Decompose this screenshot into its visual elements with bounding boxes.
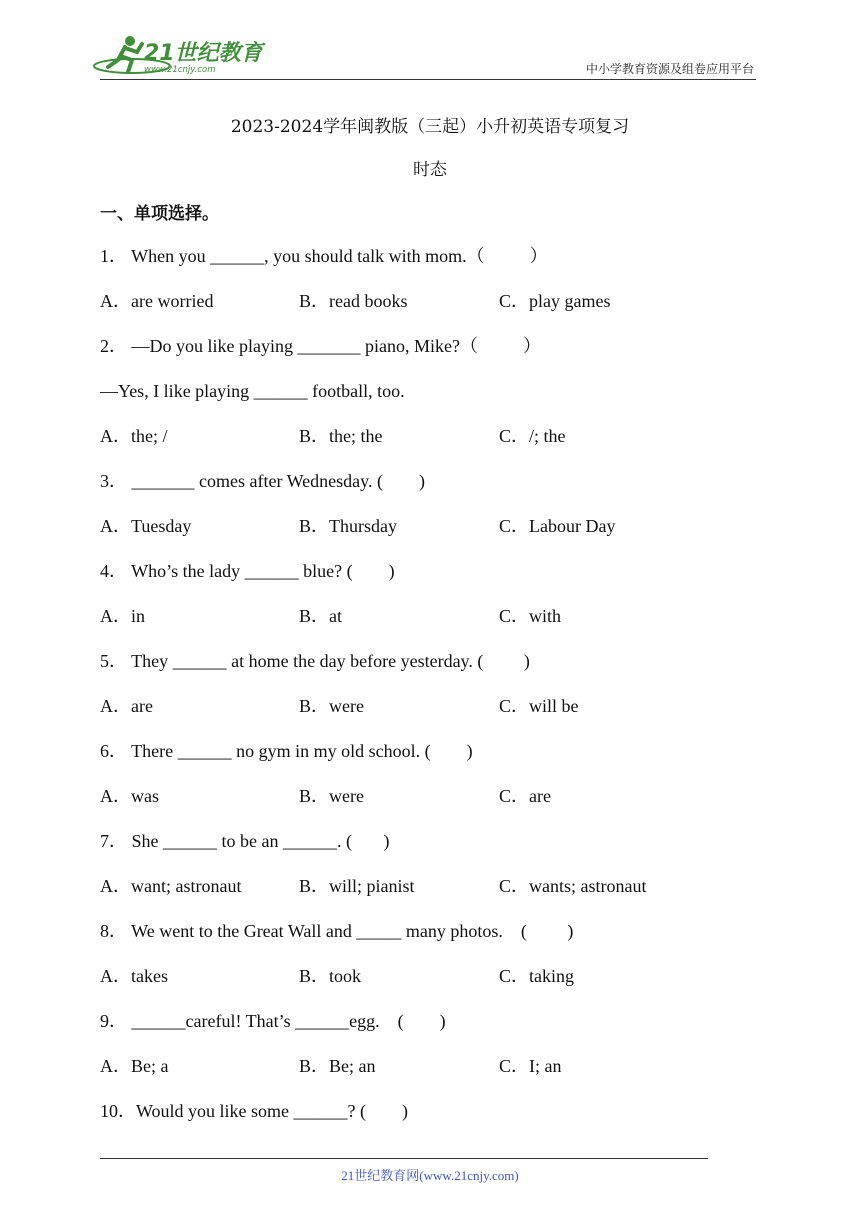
question-10: 10．Would you like some ______? ( ) (100, 1101, 409, 1121)
option-b[interactable]: B．were (299, 696, 364, 716)
option-a[interactable]: A．are worried (100, 291, 214, 311)
option-c[interactable]: C．play games (499, 291, 611, 311)
option-b[interactable]: B．will; pianist (299, 876, 415, 896)
logo-text: 21世纪教育 (144, 41, 263, 66)
platform-label: 中小学教育资源及组卷应用平台 (585, 62, 754, 76)
option-a[interactable]: A．in (100, 606, 145, 626)
footer-link[interactable]: 21世纪教育网(www.21cnjy.com) (341, 1168, 519, 1183)
option-a[interactable]: A．takes (100, 966, 168, 986)
question-1: 1． When you ______, you should talk with mom.（ ） (100, 246, 548, 266)
option-b[interactable]: B．read books (299, 291, 408, 311)
option-c[interactable]: C．are (499, 786, 551, 806)
site-logo[interactable] (92, 34, 272, 80)
option-b[interactable]: B．Be; an (299, 1056, 376, 1076)
option-a[interactable]: A．Tuesday (100, 516, 192, 536)
option-b[interactable]: B．the; the (299, 426, 383, 446)
options-4 (100, 604, 700, 628)
question-2: 2． —Do you like playing _______ piano, Mike?（ ） (100, 336, 541, 356)
option-a[interactable]: A．are (100, 696, 153, 716)
options-3 (100, 514, 700, 538)
option-a[interactable]: A．the; / (100, 426, 168, 446)
question-2-continuation: —Yes, I like playing ______ football, too. (100, 381, 405, 401)
question-3: 3． _______ comes after Wednesday. ( ) (100, 471, 425, 491)
option-b[interactable]: B．at (299, 606, 342, 626)
option-c[interactable]: C．I; an (499, 1056, 562, 1076)
options-5 (100, 694, 700, 718)
option-a[interactable]: A．Be; a (100, 1056, 169, 1076)
question-5: 5． They ______ at home the day before yesterday. ( ) (100, 651, 530, 671)
options-7 (100, 874, 700, 898)
options-8 (100, 964, 700, 988)
option-c[interactable]: C．will be (499, 696, 579, 716)
option-c[interactable]: C．taking (499, 966, 574, 986)
document-subtitle: 时态 (413, 160, 447, 180)
section-heading: 一、单项选择。 (100, 204, 219, 224)
option-b[interactable]: B．Thursday (299, 516, 397, 536)
options-1 (100, 289, 700, 313)
question-6: 6． There ______ no gym in my old school. ( ) (100, 741, 473, 761)
option-c[interactable]: C．/; the (499, 426, 566, 446)
page-header (0, 0, 860, 84)
question-8: 8． We went to the Great Wall and _____ many photos. ( ) (100, 921, 574, 941)
option-c[interactable]: C．wants; astronaut (499, 876, 647, 896)
option-b[interactable]: B．took (299, 966, 362, 986)
question-7: 7． She ______ to be an ______. ( ) (100, 831, 390, 851)
options-9 (100, 1054, 700, 1078)
question-4: 4． Who’s the lady ______ blue? ( ) (100, 561, 395, 581)
option-b[interactable]: B．were (299, 786, 364, 806)
options-2 (100, 424, 700, 448)
runner-logo-icon (92, 34, 272, 80)
logo-url: www.21cnjy.com (144, 65, 216, 75)
question-9: 9． ______careful! That’s ______egg. ( ) (100, 1011, 446, 1031)
option-c[interactable]: C．with (499, 606, 562, 626)
options-6 (100, 784, 700, 808)
option-a[interactable]: A．want; astronaut (100, 876, 242, 896)
header-divider (100, 79, 756, 80)
option-c[interactable]: C．Labour Day (499, 516, 616, 536)
document-title: 2023-2024学年闽教版（三起）小升初英语专项复习 (230, 117, 630, 137)
option-a[interactable]: A．was (100, 786, 159, 806)
footer-divider (100, 1158, 708, 1159)
